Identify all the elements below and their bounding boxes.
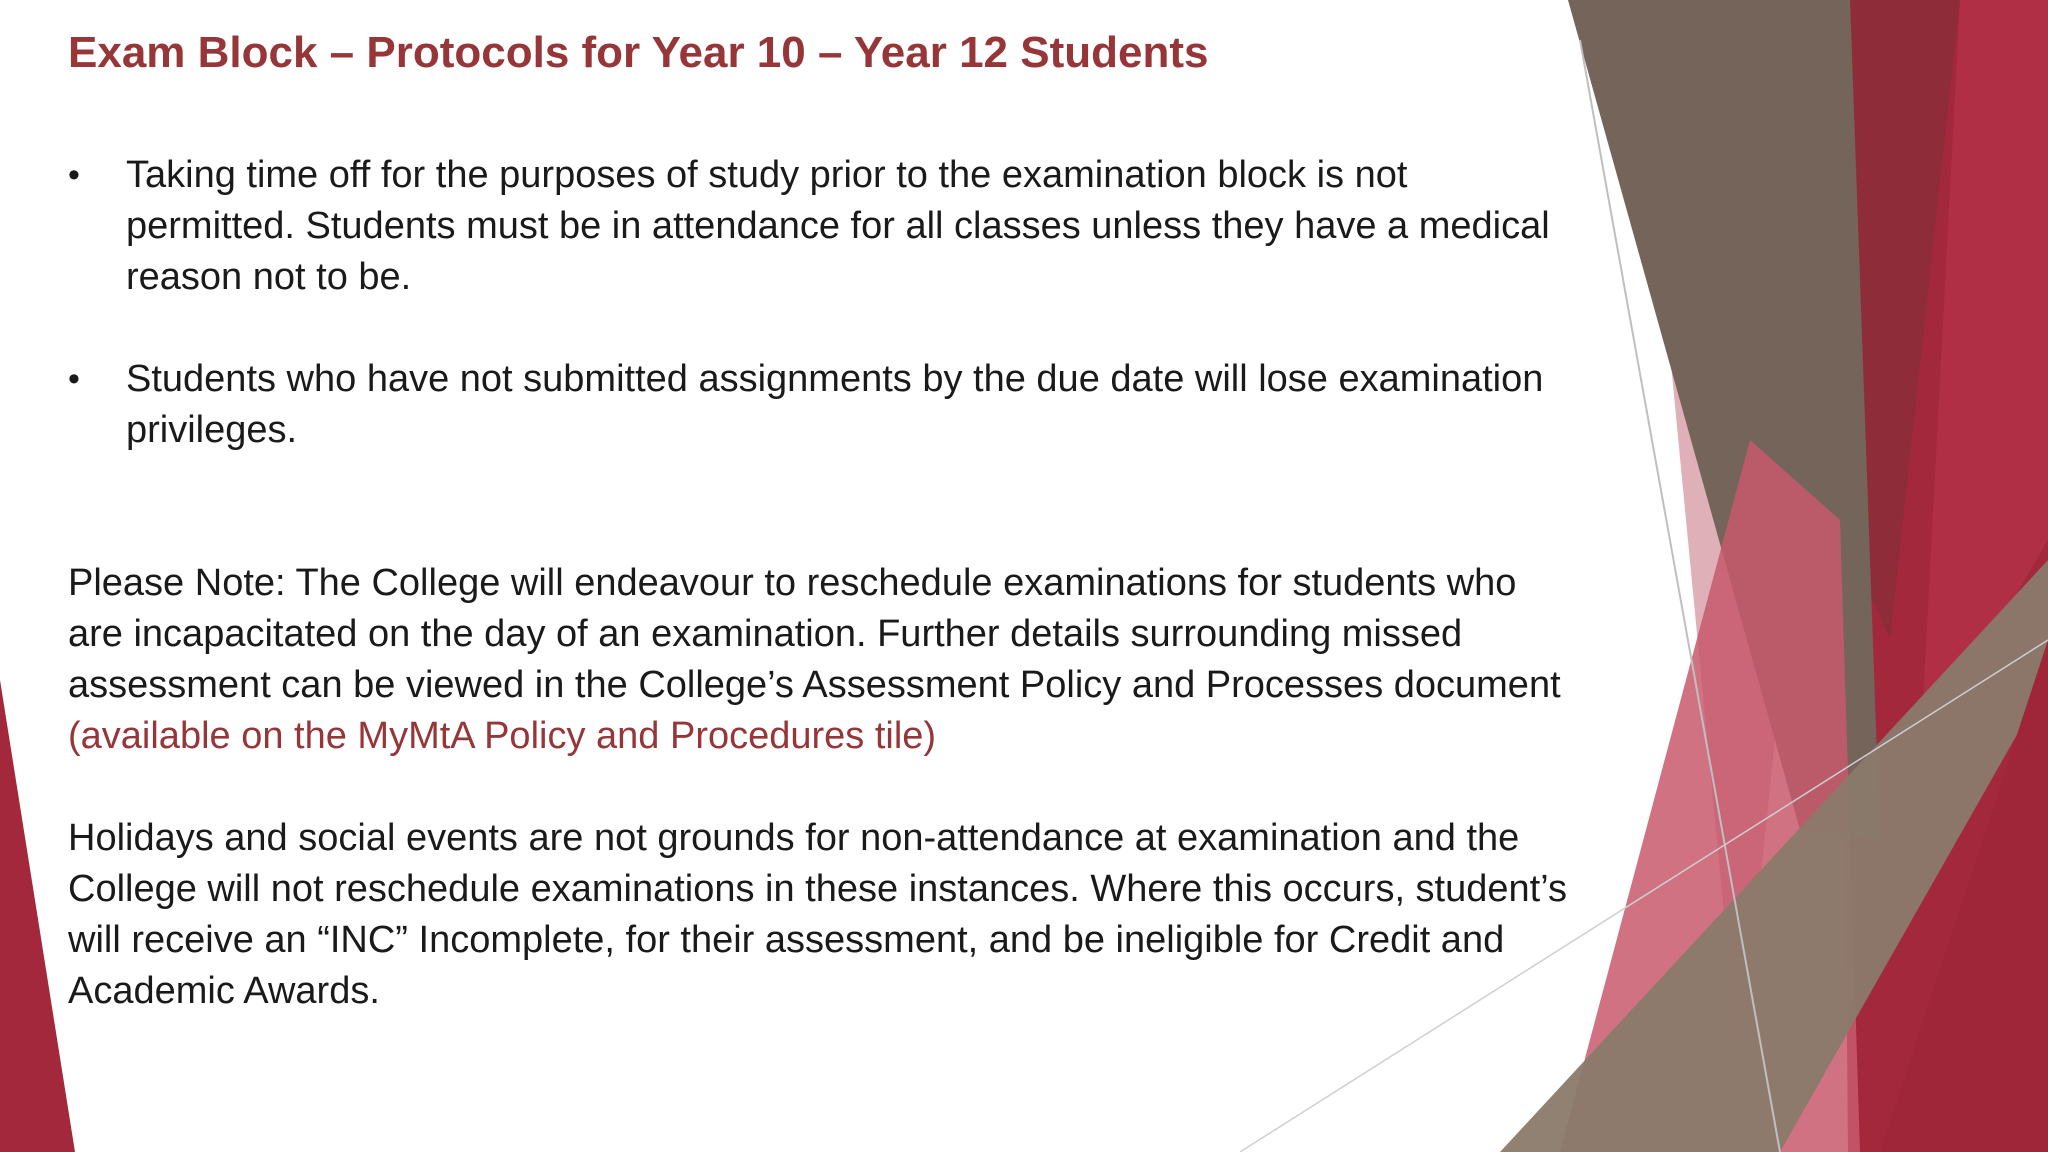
bullet-item [68,150,1568,303]
note-paragraph [68,558,1568,762]
bullet-icon: • [68,360,80,398]
policy-tile-reference: (available on the MyMtA Policy and Procedures tile) [68,715,937,757]
slide-content [68,150,1568,1017]
bullet-text: Taking time off for the purposes of study prior to the examination block is not permitted. Students must be in attendance for all classes unless they have a medical reason not to be. [126,154,1550,298]
slide-title: Exam Block – Protocols for Year 10 – Year 12 Students [68,28,1209,77]
left-crimson-sliver [0,680,75,1152]
bullet-list [68,150,1568,456]
note-text: Please Note: The College will endeavour to reschedule examinations for students who are incapacitated on the day of an examination. Further details surrounding missed assessment can be viewed in the College’s Assessment Policy and Processes document [68,562,1561,706]
bullet-item [68,354,1568,456]
bullet-text: Students who have not submitted assignments by the due date will lose examination privileges. [126,358,1544,451]
bullet-icon: • [68,156,80,194]
holidays-paragraph: Holidays and social events are not grounds for non-attendance at examination and the College will not reschedule examinations in these instances. Where this occurs, student’s will receive an “INC” Incomplete, for their assessment, and be ineligible for Credit and Academic Awards. [68,817,1567,1012]
